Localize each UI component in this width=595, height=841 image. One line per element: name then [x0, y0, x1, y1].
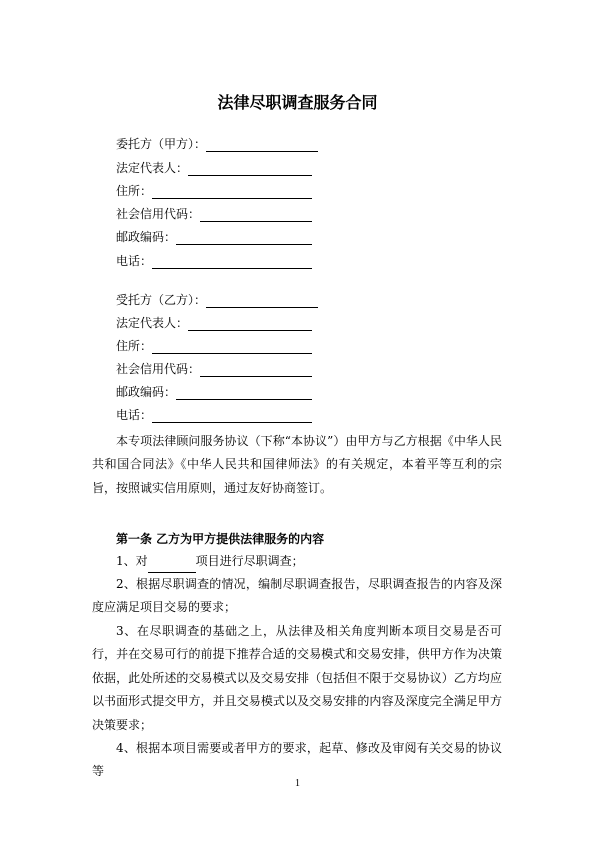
party-b-phone-field	[116, 407, 312, 423]
fill-in-line	[188, 163, 312, 176]
field-label: 住所：	[116, 339, 153, 353]
fill-in-line	[206, 139, 318, 152]
field-label: 电话：	[116, 408, 153, 422]
item-1-prefix: 1、对	[116, 554, 148, 568]
fill-in-line	[152, 256, 312, 269]
party-b-address-field	[116, 338, 312, 354]
field-label: 法定代表人：	[116, 316, 189, 330]
field-label: 邮政编码：	[116, 385, 177, 399]
field-label: 社会信用代码：	[116, 362, 201, 376]
article-1-item-3	[92, 620, 502, 737]
field-label: 法定代表人：	[116, 161, 189, 175]
party-b-trustee-field	[116, 292, 318, 308]
fill-in-line	[200, 209, 312, 222]
article-1-item-2	[92, 573, 502, 620]
party-a-credit-code-field	[116, 206, 312, 222]
field-label: 电话：	[116, 254, 153, 268]
item-1-suffix: 项目进行尽职调查；	[195, 554, 304, 568]
contract-title: 法律尽职调查服务合同	[217, 93, 378, 112]
fill-in-line	[176, 232, 312, 245]
fill-in-line	[152, 341, 312, 354]
item-4-text: 4、根据本项目需要或者甲方的要求，起草、修改及审阅有关交易的协议等	[92, 741, 502, 779]
intro-paragraph	[92, 430, 502, 500]
intro-text: 本专项法律顾问服务协议（下称“本协议”）由甲方与乙方根据《中华人民共和国合同法》《中华人民共和国律师法》的有关规定，本着平等互利的宗旨，按照诚实信用原则，通过友好协商签订。	[92, 434, 502, 495]
field-label: 邮政编码：	[116, 230, 177, 244]
party-b-legal-rep-field	[116, 315, 312, 331]
party-a-legal-rep-field	[116, 160, 312, 176]
article-1-heading: 第一条 乙方为甲方提供法律服务的内容	[116, 532, 325, 546]
party-b-credit-code-field	[116, 361, 312, 377]
page-number: 1	[295, 778, 300, 789]
fill-in-line	[152, 410, 312, 423]
fill-in-line	[206, 295, 318, 308]
item-3-text: 3、在尽职调查的基础之上，从法律及相关角度判断本项目交易是否可行，并在交易可行的前提下推荐合适的交易模式和交易安排，供甲方作为决策依据，此处所述的交易模式以及交易安排（包括但不限于交易协议）乙方均应以书面形式提交甲方，并且交易模式以及交易安排的内容及深度完全满足甲方决策要求；	[92, 624, 502, 732]
field-label: 住所：	[116, 184, 153, 198]
party-a-address-field	[116, 183, 312, 199]
fill-in-line	[188, 318, 312, 331]
item-2-text: 2、根据尽职调查的情况，编制尽职调查报告，尽职调查报告的内容及深度应满足项目交易的要求；	[92, 577, 502, 615]
article-1-item-4	[92, 737, 502, 784]
project-name-blank	[148, 560, 196, 573]
fill-in-line	[152, 186, 312, 199]
article-1-item-1	[92, 550, 502, 573]
fill-in-line	[176, 387, 312, 400]
party-b-postcode-field	[116, 384, 312, 400]
party-a-phone-field	[116, 253, 312, 269]
field-label: 社会信用代码：	[116, 207, 201, 221]
field-label: 受托方（乙方）：	[116, 293, 207, 307]
fill-in-line	[200, 364, 312, 377]
party-a-postcode-field	[116, 229, 312, 245]
field-label: 委托方（甲方）：	[116, 137, 207, 151]
party-a-client-field	[116, 136, 318, 152]
